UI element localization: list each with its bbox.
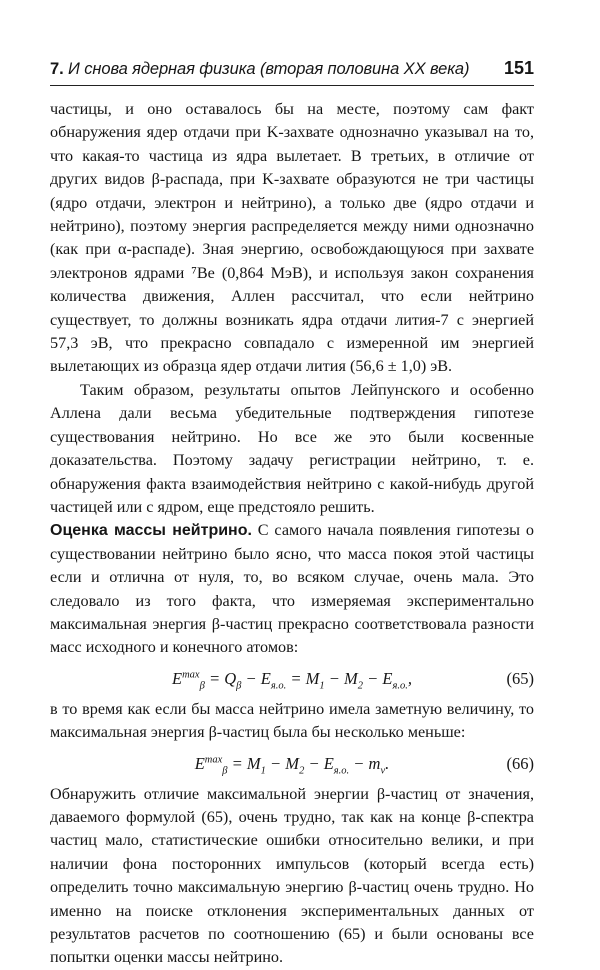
paragraph-1: частицы, и оно оставалось бы на месте, поэтому сам факт обнаружения ядер отдачи при K-захвате однозначно указывал на то, что какая-то частица из ядра вылетает. В третьих, в отличие от других видов β-распада, при K-захвате образуются не три частицы (ядро отдачи, электрон и нейтрино), а только две (ядро отдачи и нейтрино), поэтому энергия распределяется между ними однозначно (как при α-распаде). Зная энергию, освобождающуюся при захвате электронов ядрами ⁷Be (0,864 МэВ), и используя закон сохранения количества движения, Аллен рассчитал, что если нейтрино существует, то должны возникать ядра отдачи лития-7 с энергией 57,3 эВ, что прекрасно совпадало с измеренной им энергией вылетающих из образца ядер отдачи лития (56,6 ± 1,0) эВ. [50, 100, 534, 376]
paragraph-closing: Обнаружить отличие максимальной энергии β-частиц от значения, даваемого формулой (65), очень трудно, так как на конце β-спектра частиц мало, статистические ошибки относительно велики, и при наличии фона посторонних импульсов (который всегда есть) определить точно максимальную энергию β-частиц очень трудно. Но именно на поиске отклонения экспериментальных данных от результатов расчетов по соотношению (65) и были основаны все попытки оценки массы нейтрино. [50, 784, 534, 967]
section-heading: Оценка массы нейтрино. [50, 522, 252, 540]
running-header [50, 58, 534, 86]
chapter-title [50, 60, 469, 79]
page-body [50, 98, 534, 970]
paragraph-2: Таким образом, результаты опытов Лейпунского и особенно Аллена дали весьма убедительные подтверждения гипотезе существования нейтрино. Но все же это были косвенные доказательства. Поэтому задачу регистрации нейтрино, т. е. обнаружения факта взаимодействия нейтрино с какой-нибудь другой частицей или с ядром, еще предстояло решить. [50, 380, 534, 516]
paragraph-between: в то время как если бы масса нейтрино имела заметную величину, то максимальная энергия β-частиц была бы несколько меньше: [50, 699, 534, 742]
book-page [50, 0, 534, 967]
chapter-number: 7. [50, 60, 64, 78]
equation-65 [50, 662, 534, 696]
section-intro: С самого начала появления гипотезы о существовании нейтрино было ясно, что масса покоя этой частицы если и отлична от нуля, то, во всяком случае, очень мала. Это следовало из того факта, что измеряемая экспериментально максимальная энергия β-частиц прекрасно соответствовала разности масс исходного и конечного атомов: [50, 521, 534, 657]
section-paragraph [50, 519, 534, 659]
equation-65-number: (65) [506, 668, 534, 688]
chapter-title-text: И снова ядерная физика (вторая половина XX века) [68, 60, 470, 78]
page-number: 151 [503, 58, 534, 78]
header-rule [50, 85, 534, 86]
equation-66-expression: $E^{max}_\beta = M_1 - M_2 - E_{я.о.} - m_\nu$. [194, 753, 390, 776]
equation-65-expression: $E^{max}_\beta = Q_\beta - E_{я.о.} = M_1 - M_2 - E_{я.о.}$, [172, 668, 412, 692]
equation-66-number: (66) [506, 753, 534, 773]
equation-66 [50, 747, 534, 781]
